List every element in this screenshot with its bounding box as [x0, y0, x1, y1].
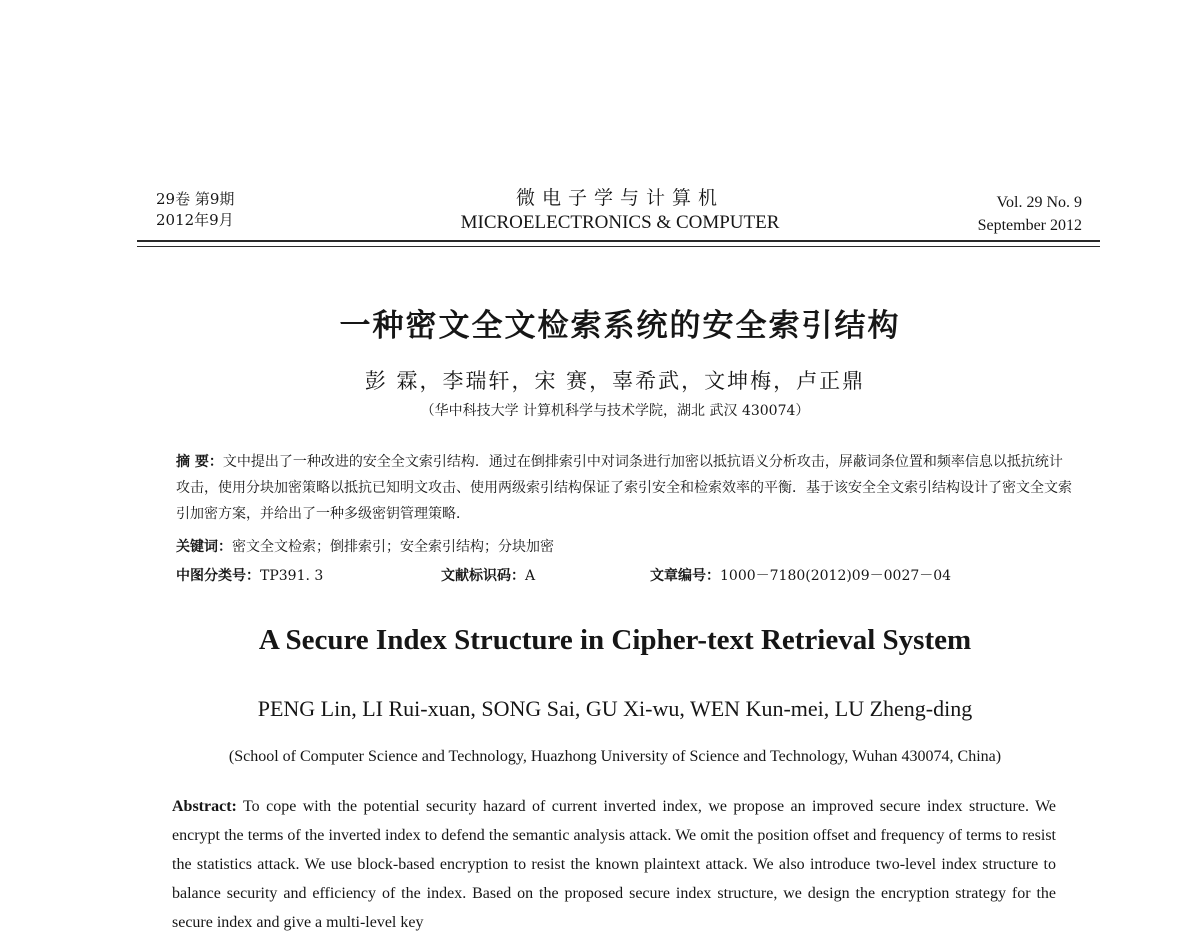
article-number-label: 文章编号： — [650, 568, 720, 584]
document-code-value: A — [525, 568, 536, 584]
abstract-label-zh: 摘 要： — [176, 454, 223, 470]
keywords-label-zh: 关键词： — [176, 539, 232, 555]
volume-issue-en: Vol. 29 No. 9 — [996, 194, 1082, 211]
abstract-text-en: To cope with the potential security hazard of current inverted index, we propose an improved secure index structure. We encrypt the terms of the inverted index to defend the semantic analysis attack. We omit the position offset and frequency of terms to resist the statistics attack. We use block-based encryption to resist the known plaintext attack. We also introduce two-level index structure to balance security and efficiency of the index. Based on the proposed secure index structure, we design the encryption strategy for the secure index and give a multi-level key — [172, 798, 1057, 931]
abstract-text-zh: 文中提出了一种改进的安全全文索引结构．通过在倒排索引中对词条进行加密以抵抗语义分析攻击，屏蔽词条位置和频率信息以抵抗统计攻击，使用分块加密策略以抵抗已知明文攻击、使用两级索引结构保证了索引安全和检索效率的平衡．基于该安全全文索引结构设计了密文全文索引加密方案，并给出了一种多级密钥管理策略． — [176, 454, 1072, 522]
document-code — [441, 565, 535, 585]
clc-number — [176, 565, 323, 585]
abstract-en — [172, 792, 1056, 937]
article-number-value: 1000－7180(2012)09－0027－04 — [720, 568, 952, 584]
abstract-zh — [176, 449, 1076, 527]
keywords-text-zh: 密文全文检索；倒排索引；安全索引结构；分块加密 — [232, 539, 554, 555]
journal-name-en: MICROELECTRONICS & COMPUTER — [460, 212, 780, 233]
paper-title-zh: 一种密文全文检索系统的安全索引结构 — [339, 308, 901, 344]
header-rule-thick — [137, 240, 1100, 242]
header-rule-thin — [137, 246, 1100, 247]
classification-row — [176, 565, 1076, 587]
paper-title-en: A Secure Index Structure in Cipher-text Retrieval System — [258, 624, 972, 656]
issue-info-en — [978, 191, 1082, 237]
affiliation-en: (School of Computer Science and Technology, Huazhong University of Science and Technology, Wuhan 430074, China) — [228, 748, 1002, 765]
keywords-zh — [176, 536, 554, 556]
date-en: September 2012 — [977, 217, 1082, 234]
issue-info-zh — [156, 189, 234, 231]
volume-issue-zh: 29卷 第9期 — [156, 190, 235, 208]
date-zh: 2012年9月 — [156, 211, 234, 229]
document-code-label: 文献标识码： — [441, 568, 525, 584]
article-number — [650, 565, 951, 585]
clc-label: 中图分类号： — [176, 568, 260, 584]
authors-zh: 彭 霖，李瑞轩，宋 赛，辜希武，文坤梅，卢正鼎 — [364, 369, 866, 393]
journal-name — [380, 186, 860, 236]
authors-en: PENG Lin, LI Rui-xuan, SONG Sai, GU Xi-wu, WEN Kun-mei, LU Zheng-ding — [257, 696, 973, 721]
affiliation-zh: （华中科技大学 计算机科学与技术学院，湖北 武汉 430074） — [420, 403, 810, 419]
abstract-label-en: Abstract: — [172, 798, 237, 815]
clc-value: TP391. 3 — [260, 568, 324, 584]
journal-name-zh: 微电子学与计算机 — [515, 187, 724, 209]
